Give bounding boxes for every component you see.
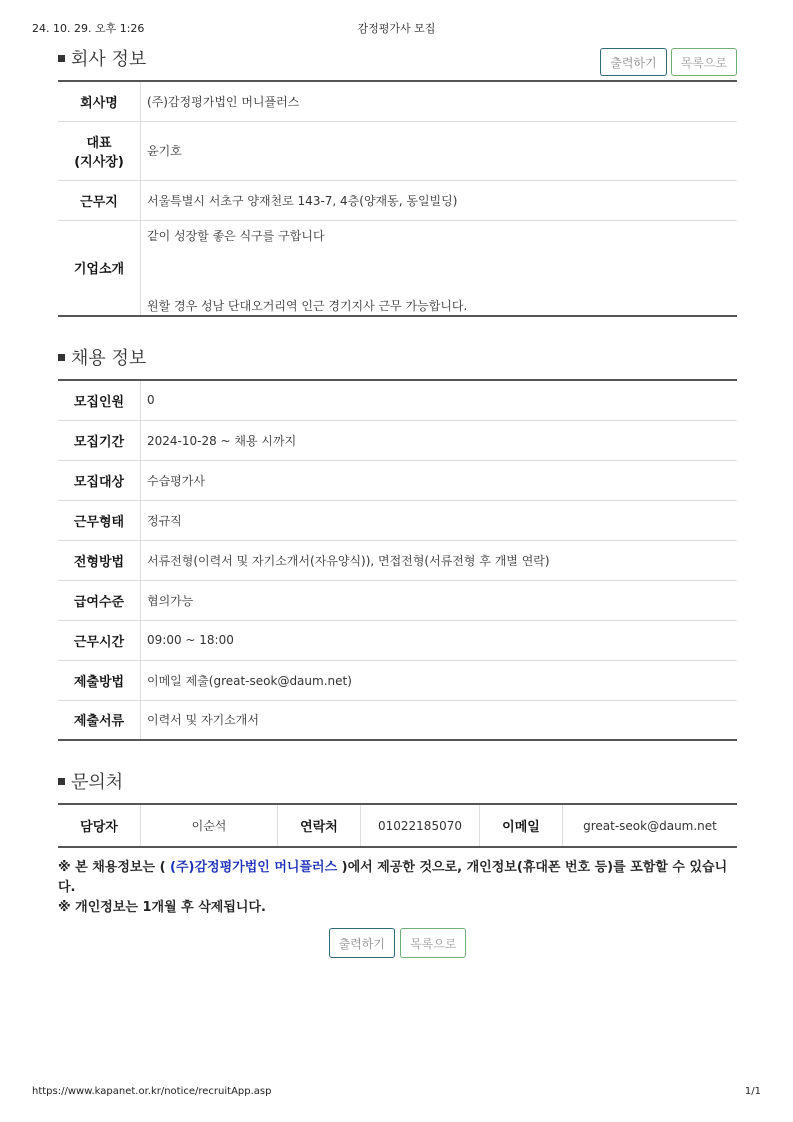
row-value: 협의가능 [141, 580, 738, 620]
notice-line-2: ※ 개인정보는 1개월 후 삭제됩니다. [58, 900, 266, 915]
email-label: 이메일 [480, 804, 563, 847]
contact-section-title [58, 767, 737, 803]
table-row [58, 220, 737, 316]
manager-label: 담당자 [58, 804, 141, 847]
row-label-line: 대표 [86, 135, 112, 151]
row-value: 서류전형(이력서 및 자기소개서(자유양식)), 면접전형(서류전형 후 개별 연락) [141, 540, 738, 580]
print-button[interactable]: 출력하기 [600, 48, 666, 76]
row-label-ceo [58, 121, 141, 180]
row-label: 급여수준 [58, 580, 141, 620]
row-label: 근무형태 [58, 500, 141, 540]
row-label-line: (지사장) [74, 154, 124, 170]
table-row [58, 460, 737, 500]
recruit-info-table [58, 379, 737, 741]
phone-value: 01022185070 [361, 804, 480, 847]
notice-line-1 [58, 858, 737, 898]
table-row [58, 500, 737, 540]
print-button-bottom[interactable]: 출력하기 [329, 928, 395, 958]
list-button[interactable]: 목록으로 [671, 48, 737, 76]
privacy-notice [58, 858, 737, 918]
row-label: 회사명 [58, 81, 141, 121]
row-label: 모집대상 [58, 460, 141, 500]
row-label: 제출서류 [58, 700, 141, 740]
table-row [58, 540, 737, 580]
print-url: https://www.kapanet.or.kr/notice/recruitApp.asp [32, 1086, 272, 1097]
row-value: 이메일 제출(great-seok@daum.net) [141, 660, 738, 700]
company-name-value: (주)감정평가법인 머니플러스 [147, 94, 300, 109]
list-button-bottom[interactable]: 목록으로 [400, 928, 466, 958]
row-label: 기업소개 [58, 220, 141, 316]
square-bullet-icon [58, 354, 65, 361]
row-value: 2024-10-28 ~ 채용 시까지 [141, 420, 738, 460]
main-content [58, 44, 737, 958]
table-row [58, 180, 737, 220]
table-row [58, 121, 737, 180]
print-header [32, 20, 761, 36]
table-row [58, 81, 737, 121]
table-row [58, 420, 737, 460]
row-label: 전형방법 [58, 540, 141, 580]
email-value: great-seok@daum.net [583, 818, 717, 833]
contact-table [58, 803, 737, 848]
workplace-value: 서울특별시 서초구 양재천로 143-7, 4층(양재동, 동일빌딩) [141, 180, 738, 220]
row-label: 모집인원 [58, 380, 141, 420]
row-value: 0 [147, 393, 155, 408]
company-section-title [58, 44, 737, 80]
company-info-table [58, 80, 737, 317]
table-row [58, 804, 737, 847]
intro-line-2: 원할 경우 성남 단대오거리역 인근 경기지사 근무 가능합니다. [147, 298, 468, 313]
table-row [58, 660, 737, 700]
print-date: 24. 10. 29. 오후 1:26 [32, 22, 145, 35]
bottom-buttons [58, 928, 737, 958]
intro-value [141, 220, 738, 316]
intro-line-1: 같이 성장할 좋은 식구를 구합니다 [147, 228, 325, 243]
row-label: 모집기간 [58, 420, 141, 460]
table-row [58, 700, 737, 740]
row-label: 근무지 [58, 180, 141, 220]
print-footer [32, 1086, 761, 1102]
table-row [58, 380, 737, 420]
row-value: 09:00 ~ 18:00 [141, 620, 738, 660]
contact-title-text: 문의처 [71, 772, 124, 793]
table-row [58, 580, 737, 620]
ceo-value: 윤기호 [141, 121, 738, 180]
company-title-text: 회사 정보 [71, 49, 147, 70]
row-label: 근무시간 [58, 620, 141, 660]
row-value: 정규직 [141, 500, 738, 540]
phone-label: 연락처 [278, 804, 361, 847]
print-page-number: 1/1 [744, 1086, 761, 1097]
top-buttons [600, 48, 737, 76]
print-doc-title: 감정평가사 모집 [357, 22, 436, 35]
row-value: 수습평가사 [141, 460, 738, 500]
row-label: 제출방법 [58, 660, 141, 700]
recruit-title-text: 채용 정보 [71, 348, 147, 369]
manager-value: 이순석 [141, 804, 278, 847]
square-bullet-icon [58, 55, 65, 62]
notice-company-name: (주)감정평가법인 머니플러스 [170, 860, 338, 875]
row-value: 이력서 및 자기소개서 [141, 700, 738, 740]
notice-prefix: ※ 본 채용정보는 ( [58, 860, 171, 875]
table-row [58, 620, 737, 660]
square-bullet-icon [58, 778, 65, 785]
recruit-section-title [58, 343, 737, 379]
notice-suffix: )에서 제공한 것으로, 개인정보(휴대폰 번호 등)를 포함할 수 있습니다. [58, 860, 728, 895]
